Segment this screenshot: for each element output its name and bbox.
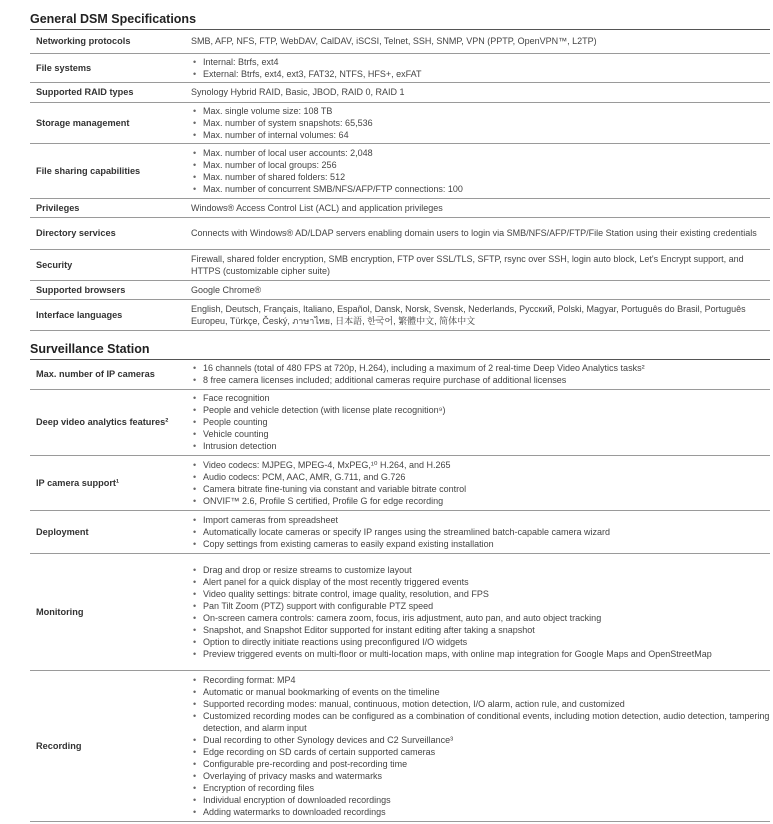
bullet-item: • People counting (191, 416, 770, 428)
bullet-item: • Recording format: MP4 (191, 674, 770, 686)
bullet-list (191, 392, 770, 452)
row-value: English, Deutsch, Français, Italiano, Español, Dansk, Norsk, Svensk, Nederlands, Русский, Polski, Magyar, Português do Brasil, Português Europeu, Türkçe, Český, ภาษาไทย, 日本語, 한국어, 繁體中文, 简体中文 (191, 299, 770, 330)
bullet-item: • Video quality settings: bitrate control, image quality, resolution, and FPS (191, 588, 770, 600)
spec-row (30, 280, 770, 299)
bullet-item: • Max. number of local groups: 256 (191, 159, 770, 171)
bullet-item: • Snapshot, and Snapshot Editor supported for instant editing after taking a snapshot (191, 624, 770, 636)
row-label: Storage management (30, 102, 191, 143)
bullet-list (191, 674, 770, 818)
bullet-item: • Max. number of shared folders: 512 (191, 171, 770, 183)
bullet-item: • Alert panel for a quick display of the most recently triggered events (191, 576, 770, 588)
bullet-list (191, 105, 770, 141)
bullet-item: • Max. single volume size: 108 TB (191, 105, 770, 117)
bullet-item: • 16 channels (total of 480 FPS at 720p, H.264), including a maximum of 2 real-time Deep Video Analytics tasks² (191, 362, 770, 374)
bullet-item: • Camera bitrate fine-tuning via constant and variable bitrate control (191, 483, 770, 495)
row-label: Supported browsers (30, 280, 191, 299)
bullet-item: • Individual encryption of downloaded recordings (191, 794, 770, 806)
row-label: File systems (30, 53, 191, 82)
bullet-item: • Max. number of local user accounts: 2,048 (191, 147, 770, 159)
bullet-item: • Internal: Btrfs, ext4 (191, 56, 770, 68)
bullet-item: • People and vehicle detection (with license plate recognition⁹) (191, 404, 770, 416)
ss-section (30, 341, 770, 822)
spec-row (30, 670, 770, 821)
bullet-item: • Vehicle counting (191, 428, 770, 440)
spec-row (30, 249, 770, 280)
row-value: Connects with Windows® AD/LDAP servers enabling domain users to login via SMB/NFS/AFP/FTP/File Station using their existing credentials (191, 217, 770, 249)
bullet-item: • External: Btrfs, ext4, ext3, FAT32, NTFS, HFS+, exFAT (191, 68, 770, 80)
dsm-section-title: General DSM Specifications (30, 11, 770, 30)
bullet-item: • Adding watermarks to downloaded recordings (191, 806, 770, 818)
row-value: Google Chrome® (191, 280, 770, 299)
bullet-item: • Max. number of system snapshots: 65,536 (191, 117, 770, 129)
bullet-item: • Edge recording on SD cards of certain supported cameras (191, 746, 770, 758)
row-label: Privileges (30, 198, 191, 217)
row-label: IP camera support¹ (30, 455, 191, 510)
bullet-item: • Face recognition (191, 392, 770, 404)
row-value: Firewall, shared folder encryption, SMB encryption, FTP over SSL/TLS, SFTP, rsync over SSH, login auto block, Let's Encrypt support, and HTTPS (customizable cipher suite) (191, 249, 770, 280)
row-label: Deep video analytics features² (30, 389, 191, 455)
spec-row (30, 102, 770, 143)
bullet-item: • Pan Tilt Zoom (PTZ) support with configurable PTZ speed (191, 600, 770, 612)
row-label: Max. number of IP cameras (30, 360, 191, 389)
row-label: Security (30, 249, 191, 280)
bullet-item: • Max. number of internal volumes: 64 (191, 129, 770, 141)
row-value: Windows® Access Control List (ACL) and application privileges (191, 198, 770, 217)
ss-section-title: Surveillance Station (30, 341, 770, 360)
bullet-item: • Intrusion detection (191, 440, 770, 452)
dsm-section (30, 11, 770, 331)
bullet-item: • Audio codecs: PCM, AAC, AMR, G.711, and G.726 (191, 471, 770, 483)
spec-row (30, 360, 770, 389)
ss-spec-table (30, 360, 770, 822)
bullet-list (191, 56, 770, 80)
bullet-item: • Overlaying of privacy masks and watermarks (191, 770, 770, 782)
row-label: Networking protocols (30, 30, 191, 53)
row-label: File sharing capabilities (30, 143, 191, 198)
bullet-item: • Customized recording modes can be configured as a combination of conditional events, including motion detection, audio detection, tampering detection, and alarm input (191, 710, 770, 734)
bullet-list (191, 147, 770, 195)
bullet-item: • Preview triggered events on multi-floor or multi-location maps, with online map integration for Google Maps and OpenStreetMap (191, 648, 770, 660)
row-label: Interface languages (30, 299, 191, 330)
bullet-item: • Dual recording to other Synology devices and C2 Surveillance³ (191, 734, 770, 746)
bullet-item: • Automatic or manual bookmarking of events on the timeline (191, 686, 770, 698)
bullet-item: • Supported recording modes: manual, continuous, motion detection, I/O alarm, action rule, and customized (191, 698, 770, 710)
bullet-item: • Max. number of concurrent SMB/NFS/AFP/FTP connections: 100 (191, 183, 770, 195)
bullet-item: • Encryption of recording files (191, 782, 770, 794)
bullet-item: • Configurable pre-recording and post-recording time (191, 758, 770, 770)
bullet-item: • Copy settings from existing cameras to easily expand existing installation (191, 538, 770, 550)
spec-row (30, 198, 770, 217)
spec-row (30, 82, 770, 102)
bullet-list (191, 459, 770, 507)
bullet-list (191, 362, 770, 386)
spec-row (30, 30, 770, 53)
spec-row (30, 389, 770, 455)
spec-row (30, 53, 770, 82)
bullet-item: • On-screen camera controls: camera zoom, focus, iris adjustment, auto pan, and auto object tracking (191, 612, 770, 624)
row-label: Recording (30, 670, 191, 821)
bullet-list (191, 514, 770, 550)
row-label: Directory services (30, 217, 191, 249)
spec-row (30, 143, 770, 198)
bullet-item: • Automatically locate cameras or specify IP ranges using the streamlined batch-capable camera wizard (191, 526, 770, 538)
bullet-item: • ONVIF™ 2.6, Profile S certified, Profile G for edge recording (191, 495, 770, 507)
bullet-item: • Drag and drop or resize streams to customize layout (191, 564, 770, 576)
bullet-item: • Video codecs: MJPEG, MPEG-4, MxPEG,¹⁰ H.264, and H.265 (191, 459, 770, 471)
row-value: Synology Hybrid RAID, Basic, JBOD, RAID 0, RAID 1 (191, 82, 770, 102)
row-label: Monitoring (30, 553, 191, 670)
bullet-item: • Option to directly initiate reactions using preconfigured I/O widgets (191, 636, 770, 648)
row-value: SMB, AFP, NFS, FTP, WebDAV, CalDAV, iSCSI, Telnet, SSH, SNMP, VPN (PPTP, OpenVPN™, L2TP) (191, 30, 770, 53)
spec-row (30, 455, 770, 510)
spec-row (30, 299, 770, 330)
bullet-list (191, 564, 770, 660)
dsm-spec-table (30, 30, 770, 331)
bullet-item: • Import cameras from spreadsheet (191, 514, 770, 526)
spec-row (30, 553, 770, 670)
row-label: Supported RAID types (30, 82, 191, 102)
row-label: Deployment (30, 510, 191, 553)
spec-row (30, 217, 770, 249)
spec-row (30, 510, 770, 553)
bullet-item: • 8 free camera licenses included; additional cameras require purchase of additional licenses (191, 374, 770, 386)
